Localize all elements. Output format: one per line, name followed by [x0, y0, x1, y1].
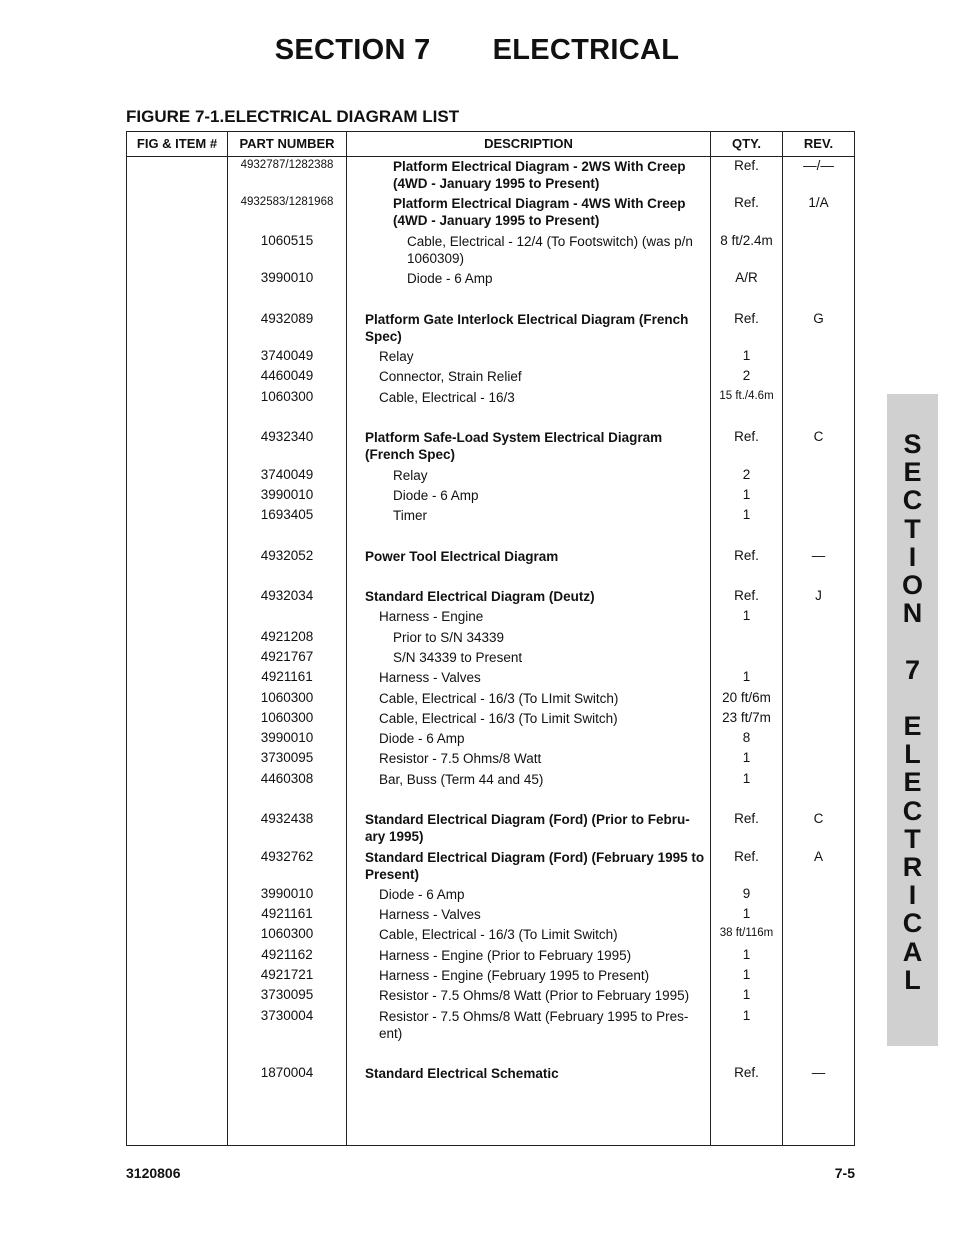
rev-cell: G — [813, 311, 824, 326]
qty-cell: 8 ft/2.4m — [720, 233, 773, 248]
part-number-cell: 1870004 — [260, 1065, 314, 1080]
qty-cell: 1 — [742, 348, 751, 363]
part-number-cell: 4921721 — [260, 967, 314, 982]
qty-cell: Ref. — [734, 429, 759, 444]
figure-title: FIGURE 7-1.ELECTRICAL DIAGRAM LIST — [126, 107, 460, 126]
section-heading — [0, 34, 954, 67]
description-cell: Harness - Valves — [379, 670, 481, 685]
description-cell: Diode - 6 Amp — [379, 731, 465, 746]
qty-cell: 38 ft/116m — [719, 927, 774, 939]
description-cell: Relay — [379, 349, 414, 364]
section-name: ELECTRICAL — [492, 34, 680, 66]
rev-cell: —/— — [803, 158, 834, 173]
description-cell: Connector, Strain Relief — [379, 369, 522, 384]
qty-cell: Ref. — [734, 158, 759, 173]
part-number-cell: 3740049 — [260, 348, 314, 363]
part-number-cell: 4932787/1282388 — [240, 159, 334, 171]
part-number-cell: 4932052 — [260, 548, 314, 563]
part-number-cell: 4932340 — [260, 429, 314, 444]
qty-cell: 1 — [742, 987, 751, 1002]
section-number: SECTION 7 — [274, 34, 431, 66]
part-number-cell: 4932438 — [260, 811, 314, 826]
qty-cell: 1 — [742, 906, 751, 921]
part-number-cell: 4921161 — [261, 906, 313, 921]
description-cell: Timer — [393, 508, 427, 523]
qty-cell: 1 — [742, 947, 751, 962]
section-tab-letter: T — [904, 823, 921, 854]
part-number-cell: 3730095 — [260, 750, 314, 765]
part-number-cell: 3990010 — [260, 270, 314, 285]
section-tab-letter: N — [902, 598, 923, 629]
qty-cell: Ref. — [734, 849, 759, 864]
description-cell: Harness - Engine (Prior to February 1995) — [379, 948, 632, 963]
part-number-cell: 4921161 — [261, 669, 313, 684]
description-cell: Diode - 6 Amp — [407, 271, 493, 286]
description-cell: Cable, Electrical - 16/3 (To Limit Switch) — [379, 927, 618, 942]
rev-cell: A — [813, 849, 823, 864]
qty-cell: Ref. — [734, 811, 759, 826]
part-number-cell: 4921767 — [260, 649, 314, 664]
section-tab-letter: C — [902, 795, 923, 826]
qty-cell: 9 — [742, 886, 751, 901]
section-tab-letter: E — [903, 457, 922, 488]
description-cell: Diode - 6 Amp — [379, 887, 465, 902]
qty-cell: 1 — [742, 608, 751, 623]
description-cell: Standard Electrical Diagram (Deutz) — [365, 589, 595, 604]
qty-cell: Ref. — [734, 588, 759, 603]
column-divider — [346, 132, 347, 1145]
description-cell: Platform Gate Interlock Electrical Diagram (French Spec) — [365, 312, 689, 344]
qty-cell: Ref. — [734, 548, 759, 563]
part-number-cell: 4460308 — [260, 771, 314, 786]
part-number-cell: 1060300 — [260, 690, 314, 705]
qty-cell: Ref. — [734, 195, 759, 210]
part-number-cell: 3990010 — [260, 487, 314, 502]
description-cell: Diode - 6 Amp — [393, 488, 479, 503]
page-number: 7-5 — [834, 1165, 855, 1181]
part-number-cell: 1060300 — [260, 710, 314, 725]
description-cell: Standard Electrical Diagram (Ford) (February 1995 to Present) — [365, 850, 705, 882]
header-fig-item: FIG & ITEM # — [136, 136, 218, 151]
qty-cell: 1 — [742, 507, 751, 522]
section-tab-letter: S — [903, 429, 922, 459]
rev-cell: — — [811, 1065, 826, 1080]
part-number-cell: 3730095 — [260, 987, 314, 1002]
section-tab-letter: A — [902, 936, 923, 967]
description-cell: Resistor - 7.5 Ohms/8 Watt (February 1995 to Pres- ent) — [379, 1009, 689, 1041]
part-number-cell: 4932034 — [260, 588, 314, 603]
section-tab-letter: L — [904, 739, 921, 770]
description-cell: Platform Safe-Load System Electrical Diagram (French Spec) — [365, 430, 663, 462]
part-number-cell: 1060300 — [260, 389, 314, 404]
header-rev: REV. — [803, 136, 834, 151]
part-number-cell: 1060515 — [260, 233, 314, 248]
qty-cell: 2 — [742, 467, 751, 482]
description-cell: Prior to S/N 34339 — [393, 630, 505, 645]
description-cell: Power Tool Electrical Diagram — [365, 549, 559, 564]
section-tab-letter: 7 — [904, 654, 921, 685]
part-number-cell: 4932583/1281968 — [240, 196, 334, 208]
description-cell: Platform Electrical Diagram - 4WS With Creep (4WD - January 1995 to Present) — [393, 196, 686, 228]
header-divider — [127, 156, 854, 157]
qty-cell: Ref. — [734, 1065, 759, 1080]
section-tab-letter: C — [902, 485, 923, 516]
header-qty: QTY. — [732, 136, 761, 151]
section-tab-letter — [887, 627, 938, 655]
description-cell: Cable, Electrical - 16/3 (To LImit Switch) — [379, 691, 619, 706]
qty-cell: 1 — [742, 1008, 751, 1023]
part-number-cell: 1693405 — [260, 507, 314, 522]
header-description: DESCRIPTION — [484, 136, 573, 151]
document-number: 3120806 — [126, 1165, 181, 1181]
qty-cell: 23 ft/7m — [722, 710, 771, 725]
description-cell: Cable, Electrical - 12/4 (To Footswitch) (was p/n 1060309) — [407, 234, 693, 266]
description-cell: Cable, Electrical - 16/3 (To Limit Switch) — [379, 711, 618, 726]
qty-cell: 2 — [742, 368, 751, 383]
description-cell: Harness - Engine — [379, 609, 484, 624]
description-cell: Cable, Electrical - 16/3 — [379, 390, 515, 405]
qty-cell: 15 ft./4.6m — [719, 390, 774, 402]
part-number-cell: 4921208 — [260, 629, 314, 644]
section-side-tab — [887, 394, 938, 1046]
description-cell: Resistor - 7.5 Ohms/8 Watt (Prior to February 1995) — [379, 988, 690, 1003]
part-number-cell: 1060300 — [260, 926, 314, 941]
section-tab-letter: O — [901, 570, 923, 601]
column-divider — [782, 132, 783, 1145]
part-number-cell: 3990010 — [260, 886, 314, 901]
section-tab-letter: E — [903, 767, 922, 798]
part-number-cell: 4921162 — [261, 947, 313, 962]
qty-cell: 1 — [742, 750, 751, 765]
section-tab-label — [887, 430, 938, 994]
description-cell: Harness - Valves — [379, 907, 481, 922]
qty-cell: 20 ft/6m — [722, 690, 771, 705]
rev-cell: 1/A — [808, 195, 829, 210]
section-tab-letter — [887, 684, 938, 712]
description-cell: Standard Electrical Schematic — [365, 1066, 559, 1081]
qty-cell: Ref. — [734, 311, 759, 326]
description-cell: Relay — [393, 468, 428, 483]
description-cell: Resistor - 7.5 Ohms/8 Watt — [379, 751, 542, 766]
part-number-cell: 4932089 — [260, 311, 314, 326]
section-tab-letter: C — [902, 908, 923, 939]
qty-cell: 8 — [742, 730, 751, 745]
qty-cell: 1 — [742, 669, 751, 684]
description-cell: Bar, Buss (Term 44 and 45) — [379, 772, 544, 787]
description-cell: S/N 34339 to Present — [393, 650, 523, 665]
rev-cell: — — [811, 548, 826, 563]
header-part-number: PART NUMBER — [239, 136, 335, 151]
section-tab-letter: L — [904, 964, 921, 995]
qty-cell: A/R — [735, 270, 758, 285]
description-cell: Standard Electrical Diagram (Ford) (Prior to Febru- ary 1995) — [365, 812, 690, 844]
qty-cell: 1 — [742, 771, 751, 786]
section-tab-letter: I — [908, 880, 917, 911]
section-tab-letter: E — [903, 711, 922, 742]
part-number-cell: 3730004 — [260, 1008, 314, 1023]
rev-cell: J — [815, 588, 822, 603]
description-cell: Platform Electrical Diagram - 2WS With Creep (4WD - January 1995 to Present) — [393, 159, 686, 191]
section-tab-letter: R — [902, 852, 923, 883]
qty-cell: 1 — [742, 967, 751, 982]
part-number-cell: 4932762 — [260, 849, 314, 864]
rev-cell: C — [813, 429, 824, 444]
section-tab-letter: T — [904, 513, 921, 544]
part-number-cell: 3740049 — [260, 467, 314, 482]
electrical-diagram-table — [126, 131, 855, 1146]
rev-cell: C — [813, 811, 824, 826]
part-number-cell: 3990010 — [260, 730, 314, 745]
section-tab-letter: I — [908, 541, 917, 572]
part-number-cell: 4460049 — [260, 368, 314, 383]
qty-cell: 1 — [742, 487, 751, 502]
description-cell: Harness - Engine (February 1995 to Present) — [379, 968, 650, 983]
